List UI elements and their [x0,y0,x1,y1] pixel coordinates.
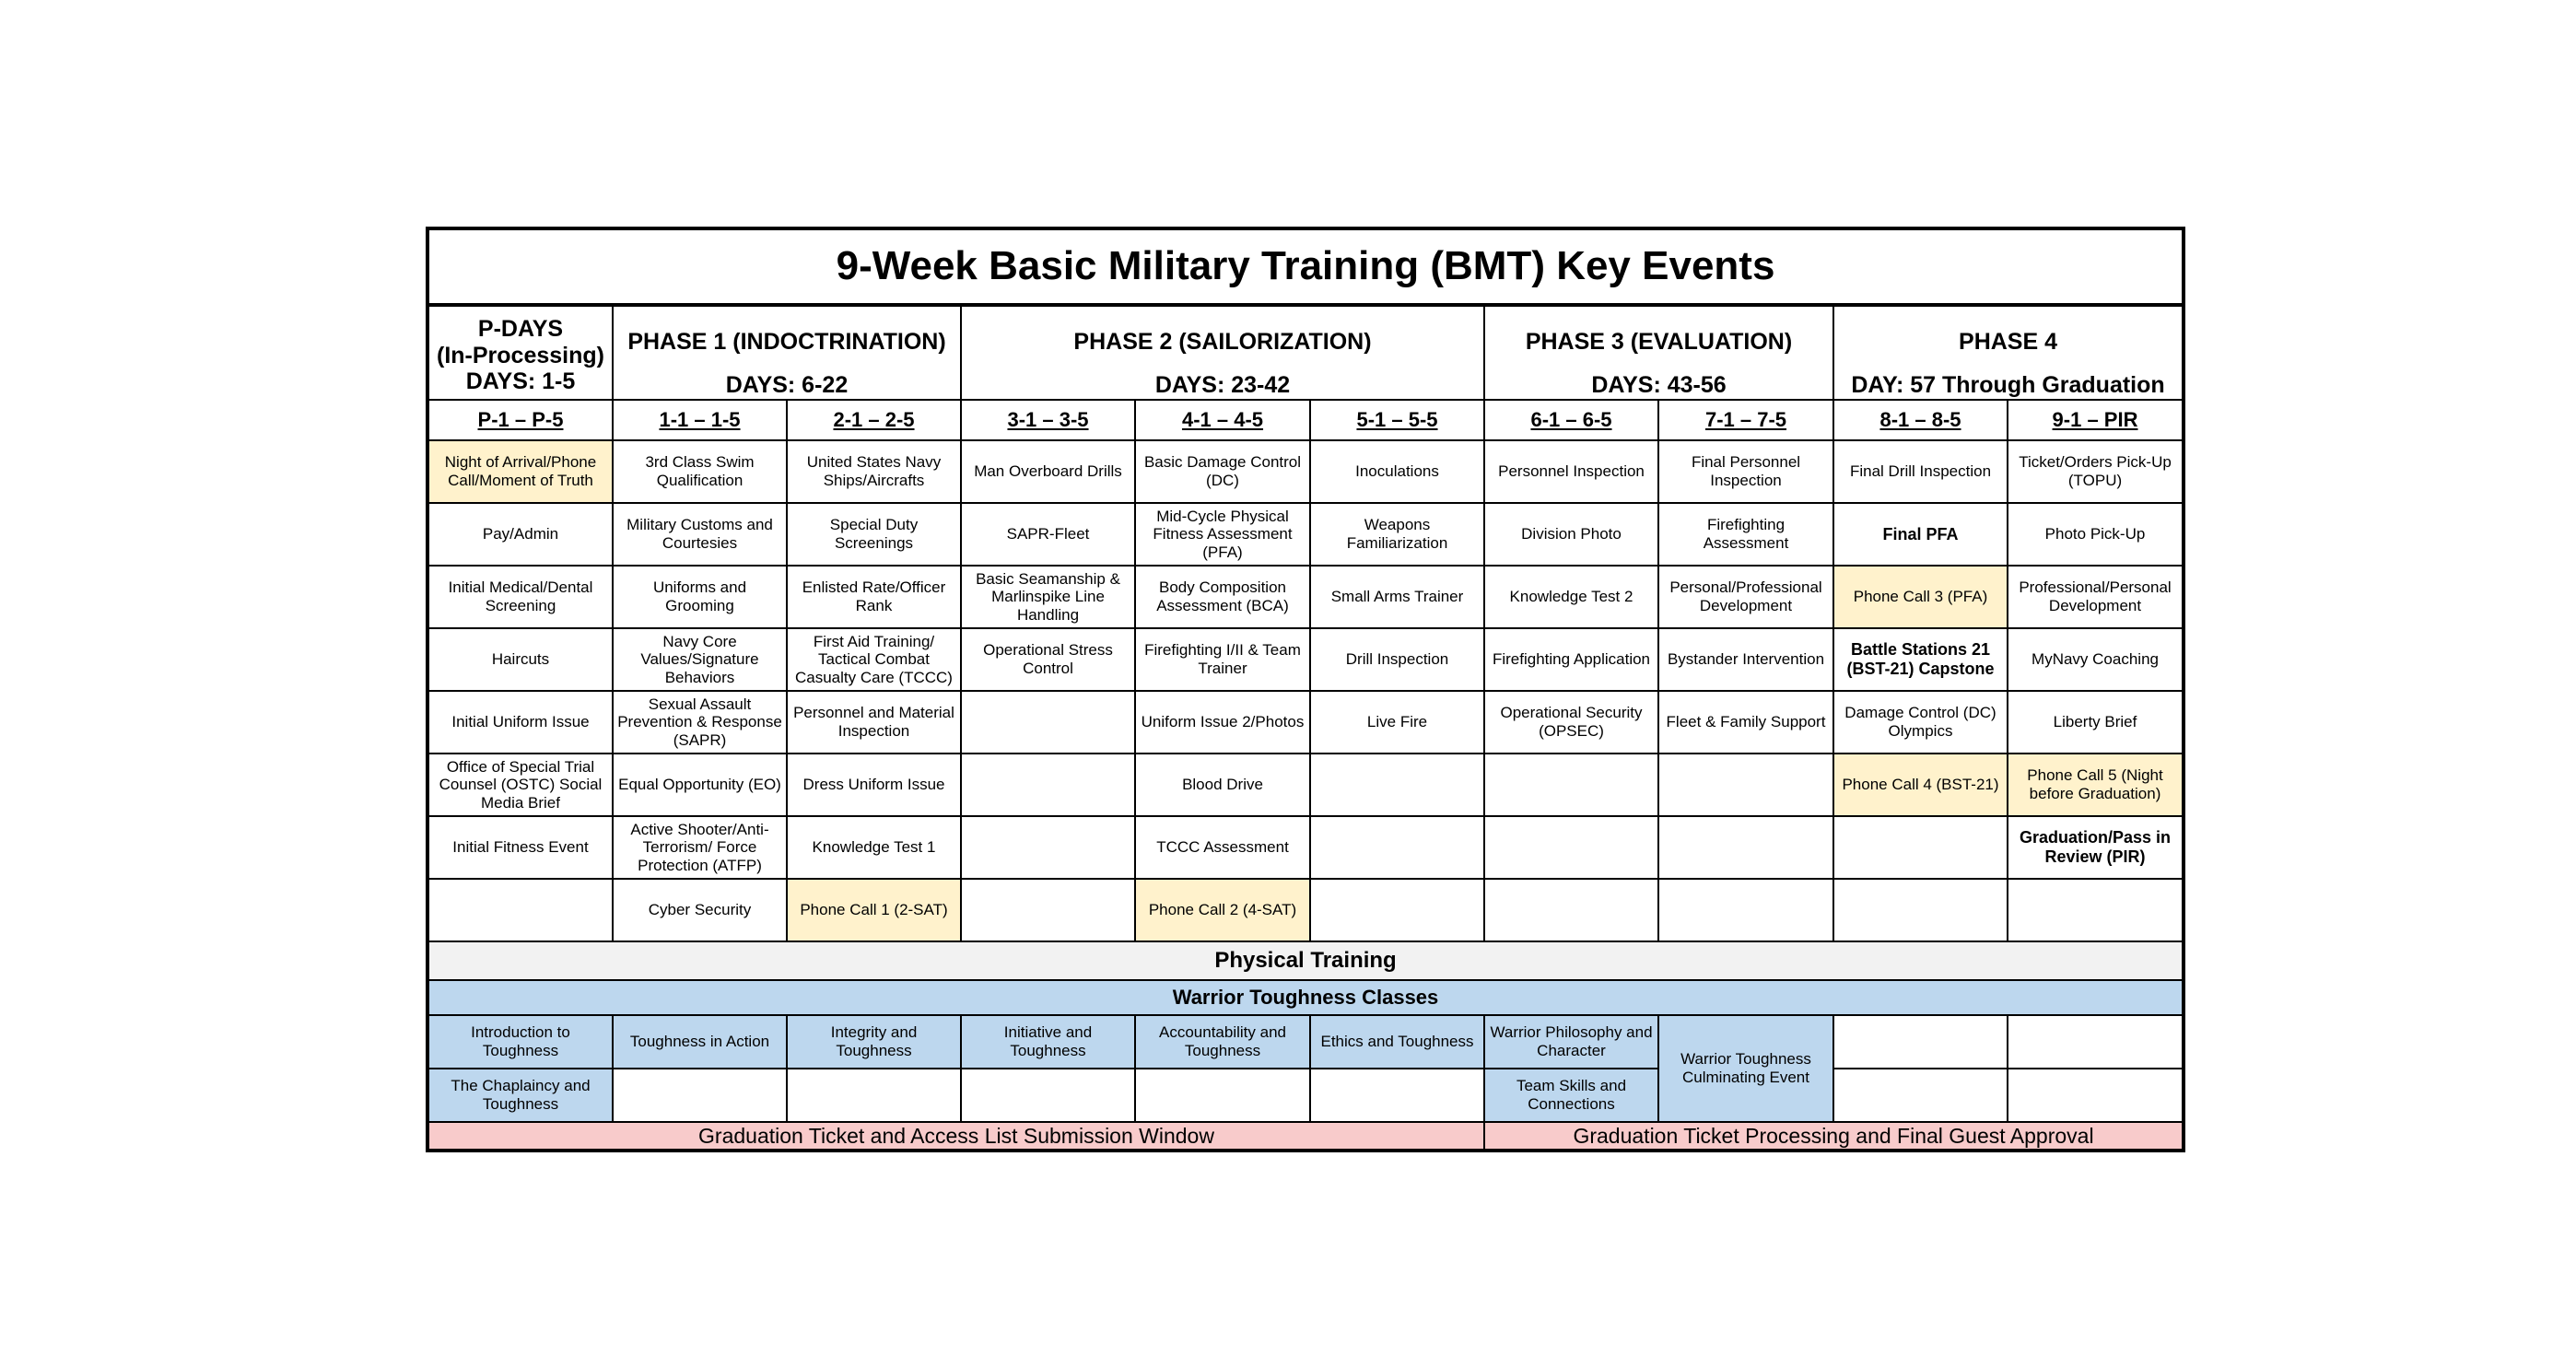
event-row [427,503,2184,566]
event-cell: Graduation/Pass in Review (PIR) [2008,816,2184,879]
week-label: 8-1 – 8-5 [1833,400,2008,440]
warrior-toughness-heading: Warrior Toughness Classes [427,980,2184,1015]
event-cell: Firefighting Application [1484,628,1658,691]
event-cell: Sexual Assault Prevention & Response (SAPR) [613,691,787,754]
event-cell [961,691,1135,754]
week-label: 1-1 – 1-5 [613,400,787,440]
phase-name: P-DAYS (In-Processing) [437,315,604,368]
event-cell: Live Fire [1310,691,1484,754]
event-cell [961,754,1135,816]
event-cell: Division Photo [1484,503,1658,566]
week-label: 6-1 – 6-5 [1484,400,1658,440]
event-cell [1658,879,1833,941]
event-row [427,440,2184,503]
event-cell: Phone Call 1 (2-SAT) [787,879,961,941]
physical-training-label: Physical Training [427,941,2184,980]
event-cell: Knowledge Test 1 [787,816,961,879]
event-cell: Body Composition Assessment (BCA) [1135,566,1310,628]
event-cell: Personnel Inspection [1484,440,1658,503]
event-cell: Ticket/Orders Pick-Up (TOPU) [2008,440,2184,503]
phase-header-content [429,307,612,399]
event-row [427,566,2184,628]
phase-days: DAY: 57 Through Graduation [1851,372,2165,399]
event-cell: Phone Call 5 (Night before Graduation) [2008,754,2184,816]
phase-days: DAYS: 43-56 [1591,372,1727,399]
event-cell: Final PFA [1833,503,2008,566]
warrior-toughness-class: Introduction to Toughness [427,1015,613,1069]
event-cell: Firefighting I/II & Team Trainer [1135,628,1310,691]
graduation-row [427,1122,2184,1151]
event-cell: Night of Arrival/Phone Call/Moment of Truth [427,440,613,503]
week-label: 5-1 – 5-5 [1310,400,1484,440]
event-cell: Pay/Admin [427,503,613,566]
warrior-toughness-class: Initiative and Toughness [961,1015,1135,1069]
event-cell: Basic Seamanship & Marlinspike Line Handling [961,566,1135,628]
event-cell: Operational Security (OPSEC) [1484,691,1658,754]
event-cell: Phone Call 4 (BST-21) [1833,754,2008,816]
week-label: P-1 – P-5 [427,400,613,440]
event-cell [2008,879,2184,941]
event-cell: Professional/Personal Development [2008,566,2184,628]
event-cell: Small Arms Trainer [1310,566,1484,628]
phase-name: PHASE 1 (INDOCTRINATION) [627,329,946,355]
event-cell: Knowledge Test 2 [1484,566,1658,628]
event-cell: Uniform Issue 2/Photos [1135,691,1310,754]
warrior-toughness-row [427,1069,2184,1122]
event-cell [427,879,613,941]
empty-cell [1833,1069,2008,1122]
empty-cell [613,1069,787,1122]
event-cell: Battle Stations 21 (BST-21) Capstone [1833,628,2008,691]
event-cell: Navy Core Values/Signature Behaviors [613,628,787,691]
warrior-toughness-class: Ethics and Toughness [1310,1015,1484,1069]
event-row [427,754,2184,816]
event-cell: Active Shooter/Anti-Terrorism/ Force Protection (ATFP) [613,816,787,879]
empty-cell [787,1069,961,1122]
event-cell: Initial Medical/Dental Screening [427,566,613,628]
event-cell: Military Customs and Courtesies [613,503,787,566]
event-cell: Personal/Professional Development [1658,566,1833,628]
warrior-toughness-class: Integrity and Toughness [787,1015,961,1069]
graduation-processing-window: Graduation Ticket Processing and Final Guest Approval [1484,1122,2184,1151]
event-cell: Haircuts [427,628,613,691]
event-cell [1310,879,1484,941]
event-cell: Dress Uniform Issue [787,754,961,816]
empty-cell [1135,1069,1310,1122]
warrior-toughness-class: Warrior Philosophy and Character [1484,1015,1658,1069]
event-cell: Bystander Intervention [1658,628,1833,691]
phase-name: PHASE 2 (SAILORIZATION) [1073,329,1372,355]
warrior-toughness-heading-row [427,980,2184,1015]
phase-header-content [962,307,1483,399]
event-cell: Liberty Brief [2008,691,2184,754]
event-cell: Blood Drive [1135,754,1310,816]
empty-cell [961,1069,1135,1122]
event-cell: United States Navy Ships/Aircrafts [787,440,961,503]
phase-header-3 [1484,305,1833,400]
event-cell [1658,816,1833,879]
event-cell: Special Duty Screenings [787,503,961,566]
week-header-row [427,400,2184,440]
warrior-toughness-culminating: Warrior Toughness Culminating Event [1658,1015,1833,1122]
phase-header-content [614,307,960,399]
event-cell [1658,754,1833,816]
graduation-submission-window: Graduation Ticket and Access List Submission Window [427,1122,1484,1151]
phase-days: DAYS: 6-22 [725,372,849,399]
warrior-toughness-row [427,1015,2184,1069]
event-cell: Final Personnel Inspection [1658,440,1833,503]
phase-days: DAYS: 1-5 [465,368,576,395]
event-cell: Photo Pick-Up [2008,503,2184,566]
event-cell: First Aid Training/ Tactical Combat Casualty Care (TCCC) [787,628,961,691]
event-cell: Fleet & Family Support [1658,691,1833,754]
event-cell: Phone Call 3 (PFA) [1833,566,2008,628]
week-label: 9-1 – PIR [2008,400,2184,440]
event-cell: Enlisted Rate/Officer Rank [787,566,961,628]
empty-cell [2008,1015,2184,1069]
phase-header-0 [427,305,613,400]
event-cell: Operational Stress Control [961,628,1135,691]
warrior-toughness-class: The Chaplaincy and Toughness [427,1069,613,1122]
phase-header-content [1485,307,1832,399]
event-cell: Damage Control (DC) Olympics [1833,691,2008,754]
event-cell: Firefighting Assessment [1658,503,1833,566]
phase-days: DAYS: 23-42 [1154,372,1291,399]
event-cell [1484,754,1658,816]
event-row [427,628,2184,691]
event-cell: SAPR-Fleet [961,503,1135,566]
empty-cell [1833,1015,2008,1069]
event-cell: Cyber Security [613,879,787,941]
event-cell: Weapons Familiarization [1310,503,1484,566]
table-title: 9-Week Basic Military Training (BMT) Key Events [427,228,2184,305]
phase-name: PHASE 3 (EVALUATION) [1525,329,1793,355]
event-cell: Initial Uniform Issue [427,691,613,754]
event-cell: Final Drill Inspection [1833,440,2008,503]
event-cell: Drill Inspection [1310,628,1484,691]
event-cell [1484,816,1658,879]
event-cell: Basic Damage Control (DC) [1135,440,1310,503]
event-cell: Personnel and Material Inspection [787,691,961,754]
phase-header-row [427,305,2184,400]
event-cell [1484,879,1658,941]
event-cell: Office of Special Trial Counsel (OSTC) Social Media Brief [427,754,613,816]
event-cell: Inoculations [1310,440,1484,503]
event-cell [1310,754,1484,816]
event-row [427,816,2184,879]
phase-header-2 [961,305,1484,400]
week-label: 7-1 – 7-5 [1658,400,1833,440]
empty-cell [2008,1069,2184,1122]
event-cell [1833,879,2008,941]
event-cell: MyNavy Coaching [2008,628,2184,691]
phase-header-content [1834,307,2182,399]
warrior-toughness-class: Accountability and Toughness [1135,1015,1310,1069]
event-cell: Uniforms and Grooming [613,566,787,628]
event-cell [961,816,1135,879]
phase-header-1 [613,305,961,400]
event-cell [1833,816,2008,879]
empty-cell [1310,1069,1484,1122]
event-cell [1310,816,1484,879]
phase-header-4 [1833,305,2184,400]
physical-training-row [427,941,2184,980]
week-label: 2-1 – 2-5 [787,400,961,440]
event-cell: Mid-Cycle Physical Fitness Assessment (PFA) [1135,503,1310,566]
week-label: 3-1 – 3-5 [961,400,1135,440]
event-row [427,879,2184,941]
event-cell: Initial Fitness Event [427,816,613,879]
event-row [427,691,2184,754]
warrior-toughness-class: Team Skills and Connections [1484,1069,1658,1122]
week-label: 4-1 – 4-5 [1135,400,1310,440]
event-cell: TCCC Assessment [1135,816,1310,879]
event-cell [961,879,1135,941]
bmt-key-events-table [426,227,2185,1152]
phase-name: PHASE 4 [1959,329,2057,355]
event-cell: Man Overboard Drills [961,440,1135,503]
event-cell: Equal Opportunity (EO) [613,754,787,816]
warrior-toughness-class: Toughness in Action [613,1015,787,1069]
event-cell: 3rd Class Swim Qualification [613,440,787,503]
event-cell: Phone Call 2 (4-SAT) [1135,879,1310,941]
